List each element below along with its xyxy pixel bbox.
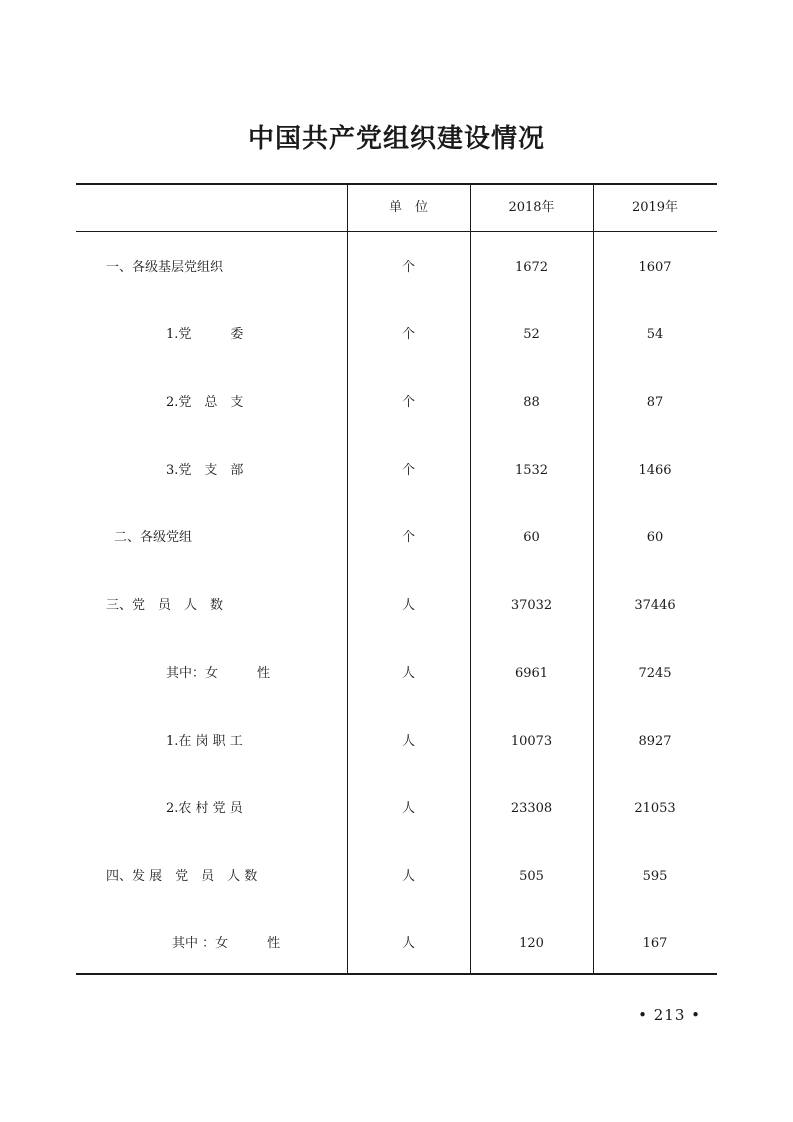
row-value-2019: 595 [642, 869, 668, 884]
row-unit: 人 [401, 869, 415, 884]
table-row [76, 323, 717, 347]
row-unit: 人 [401, 801, 415, 816]
row-label: 2.党 总 支 [166, 395, 244, 410]
row-value-2018: 505 [519, 869, 544, 884]
row-value-2019: 87 [646, 395, 664, 410]
row-label: 其中 ：女 性 [172, 936, 281, 951]
row-value-2019: 8927 [638, 734, 672, 749]
table-row [76, 459, 717, 483]
column-divider [593, 185, 594, 973]
table-row [76, 865, 717, 889]
row-value-2018: 23308 [510, 801, 553, 816]
row-unit: 人 [401, 936, 415, 951]
row-label: 2.农 村 党 员 [166, 801, 243, 816]
row-value-2019: 1607 [638, 260, 672, 275]
page-title: 中国共产党组织建设情况 [247, 124, 545, 154]
column-divider [347, 185, 348, 973]
row-label: 二、各级党组 [114, 530, 193, 545]
header-2019: 2019年 [631, 200, 679, 215]
table-row [76, 594, 717, 618]
row-value-2019: 21053 [634, 801, 676, 816]
header-2018: 2018年 [508, 200, 555, 215]
row-value-2018: 37032 [510, 598, 553, 613]
table-row [76, 932, 717, 956]
row-value-2018: 60 [523, 530, 540, 545]
row-unit: 个 [401, 395, 415, 410]
row-unit: 个 [401, 530, 415, 545]
row-value-2019: 1466 [638, 463, 672, 478]
row-value-2018: 10073 [510, 734, 553, 749]
column-divider [470, 185, 471, 973]
header-unit: 单 位 [388, 200, 428, 215]
table-row [76, 730, 717, 754]
table-row [76, 797, 717, 821]
row-label: 1.在 岗 职 工 [166, 734, 243, 749]
row-unit: 个 [401, 327, 415, 342]
row-label: 四、发 展 党 员 人 数 [106, 869, 258, 884]
row-label: 其中：女 性 [166, 666, 271, 681]
row-unit: 人 [401, 598, 415, 613]
party-organization-table [76, 183, 717, 975]
row-value-2018: 52 [523, 327, 540, 342]
row-unit: 人 [401, 666, 415, 681]
table-row [76, 391, 717, 415]
row-value-2018: 120 [519, 936, 544, 951]
row-value-2019: 7245 [638, 666, 672, 681]
row-label: 一、各级基层党组织 [106, 260, 224, 275]
row-value-2019: 167 [642, 936, 668, 951]
row-value-2018: 1672 [514, 260, 549, 275]
table-row [76, 256, 717, 280]
row-unit: 个 [401, 463, 415, 478]
row-value-2018: 6961 [514, 666, 549, 681]
row-value-2019: 54 [646, 327, 664, 342]
row-label: 三、党 员 人 数 [106, 598, 224, 613]
row-value-2018: 1532 [514, 463, 549, 478]
row-value-2019: 60 [646, 530, 664, 545]
table-row [76, 526, 717, 550]
row-label: 3.党 支 部 [166, 463, 244, 478]
page-number: • 213 • [638, 1006, 701, 1024]
header-divider [76, 231, 717, 232]
row-unit: 个 [401, 260, 415, 275]
table-row [76, 662, 717, 686]
row-label: 1.党 委 [166, 327, 244, 342]
header-label-cell [76, 185, 347, 231]
row-unit: 人 [401, 734, 415, 749]
row-value-2018: 88 [523, 395, 540, 410]
row-value-2019: 37446 [634, 598, 676, 613]
